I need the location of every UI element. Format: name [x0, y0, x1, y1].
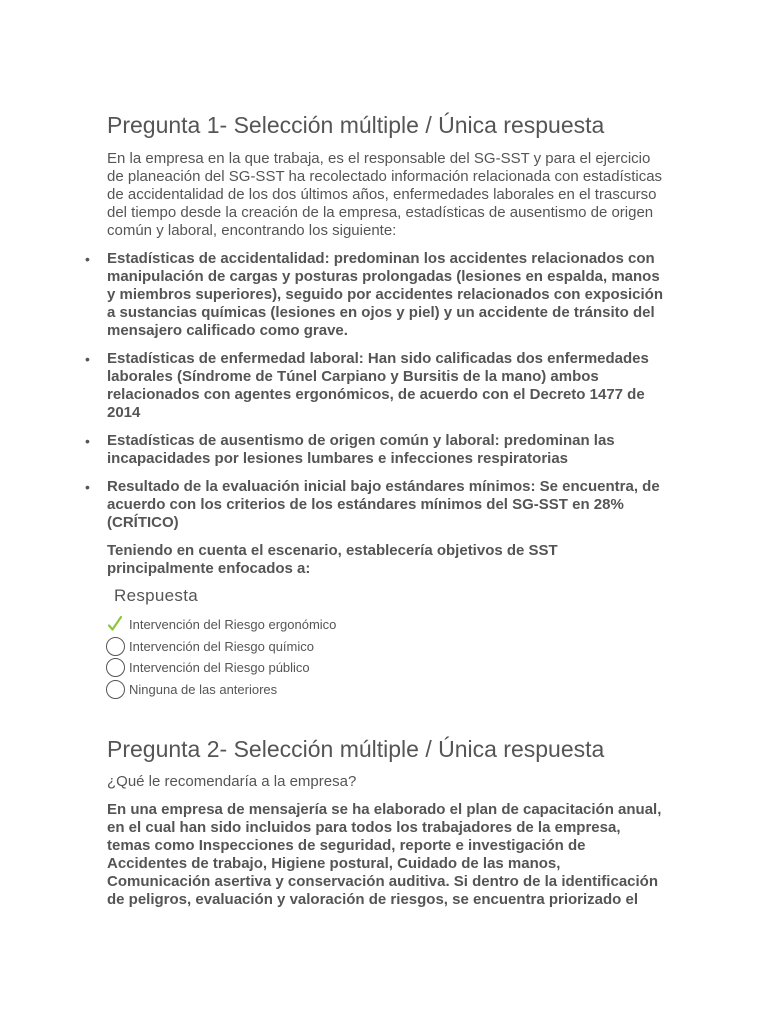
answer-option-ergonomico[interactable]: [107, 614, 667, 636]
radio-circle-icon[interactable]: [106, 680, 125, 699]
list-item: • Resultado de la evaluación inicial bajo estándares mínimos: Se encuentra, de acuerdo con los criterios de los estándares mínimos del SG-SST en 28% (CRÍTICO): [85, 478, 660, 531]
bullet-icon: •: [85, 351, 90, 367]
response-label: Respuesta: [114, 586, 198, 605]
question-2-body: En una empresa de mensajería se ha elaborado el plan de capacitación anual, en el cual han sido incluidos para todos los trabajadores de la empresa, temas como Inspecciones de seguridad, reporte e investigación de Accidentes de trabajo, Higiene postural, Cuidado de las manos, Comunicación asertiva y conservación auditiva. Si dentro de la identificación de peligros, evaluación y valoración de riesgos, se encuentra priorizado el: [107, 801, 662, 908]
bullet-icon: •: [85, 433, 90, 449]
answer-options: [107, 614, 667, 700]
answer-option-label: Intervención del Riesgo ergonómico: [129, 617, 337, 632]
question-1: [85, 110, 667, 700]
answer-option-ninguna[interactable]: [107, 679, 667, 701]
question-2-subtitle: ¿Qué le recomendaría a la empresa?: [107, 773, 357, 790]
list-item: • Estadísticas de ausentismo de origen común y laboral: predominan las incapacidades por lesiones lumbares e infecciones respiratorias: [85, 432, 615, 467]
answer-option-label: Intervención del Riesgo público: [129, 660, 310, 675]
question-1-prompt: Teniendo en cuenta el escenario, establecería objetivos de SST principalmente enfocados a:: [107, 542, 558, 577]
question-1-title: Pregunta 1- Selección múltiple / Única respuesta: [107, 112, 605, 138]
document-page: [85, 110, 667, 909]
answer-option-quimico[interactable]: [107, 636, 667, 658]
bullet-icon: •: [85, 251, 90, 267]
answer-option-label: Ninguna de las anteriores: [129, 681, 278, 697]
question-2-title: Pregunta 2- Selección múltiple / Única respuesta: [107, 736, 605, 762]
statistics-list: [85, 250, 667, 532]
answer-option-publico[interactable]: [107, 657, 667, 679]
answer-option-label: Intervención del Riesgo químico: [129, 638, 314, 654]
radio-circle-icon[interactable]: [106, 658, 125, 677]
list-item: • Estadísticas de accidentalidad: predominan los accidentes relacionados con manipulación de cargas y posturas prolongadas (lesiones en espalda, manos y miembros superiores), seguido por accidentes relacionados con exposición a sustancias químicas (lesiones en ojos y piel) y un accidente de tránsito del mensajero calificado como grave.: [85, 250, 663, 339]
question-2: [107, 734, 667, 909]
list-item: • Estadísticas de enfermedad laboral: Han sido calificadas dos enfermedades laborales (Síndrome de Túnel Carpiano y Bursitis de la mano) ambos relacionados con agentes ergonómicos, de acuerdo con el Decreto 1477 de 2014: [85, 350, 649, 421]
question-1-intro: En la empresa en la que trabaja, es el responsable del SG-SST y para el ejercicio de planeación del SG-SST ha recolectado información relacionada con estadísticas de accidentalidad de los dos últimos años, enfermedades laborales en el trascurso del tiempo desde la creación de la empresa, estadísticas de ausentismo de origen común y laboral, encontrando los siguiente:: [107, 150, 663, 239]
bullet-icon: •: [85, 479, 90, 495]
checkmark-icon: [106, 615, 125, 634]
radio-circle-icon[interactable]: [106, 637, 125, 656]
